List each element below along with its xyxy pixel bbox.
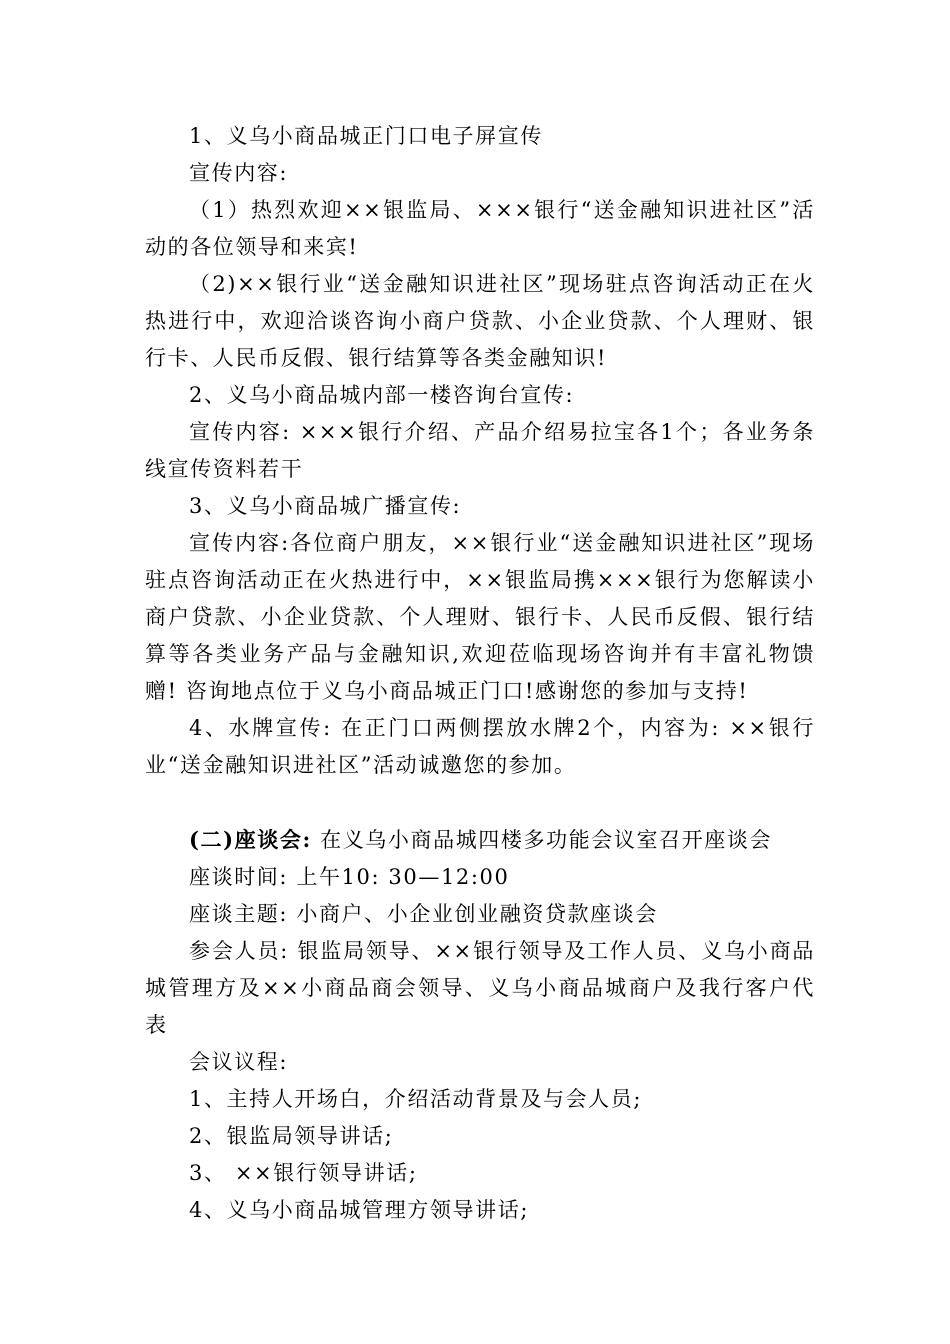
section-spacer — [145, 784, 815, 821]
document-page — [145, 118, 815, 1229]
item1-point1: （1）热烈欢迎××银监局、×××银行“送金融知识进社区”活动的各位领导和来宾! — [145, 198, 815, 259]
agenda-item: 3、 ××银行领导讲话; — [189, 1161, 418, 1185]
item3-title: 3、义乌小商品城广播宣传: — [189, 494, 462, 518]
section2-heading — [145, 821, 815, 859]
item2-title: 2、义乌小商品城内部一楼咨询台宣传: — [189, 383, 575, 407]
item2-content: 宣传内容: ×××银行介绍、产品介绍易拉宝各1个；各业务条线宣传资料若干 — [145, 420, 815, 481]
agenda-item: 1、主持人开场白，介绍活动背景及与会人员; — [189, 1087, 643, 1111]
agenda-label: 会议议程: — [189, 1050, 289, 1074]
agenda-item: 4、义乌小商品城管理方领导讲话; — [189, 1198, 530, 1222]
item4-text: 4、水牌宣传: 在正门口两侧摆放水牌2个，内容为: ××银行业“送金融知识进社区”活动诚邀您的参加。 — [145, 716, 815, 777]
meeting-time: 座谈时间: 上午10: 30—12:00 — [189, 865, 510, 889]
item1-point2: （2)××银行业“送金融知识进社区”现场驻点咨询活动正在火热进行中，欢迎洽谈咨询小商户贷款、小企业贷款、个人理财、银行卡、人民币反假、银行结算等各类金融知识! — [145, 272, 815, 370]
item1-title: 1、义乌小商品城正门口电子屏宣传 — [189, 124, 543, 148]
agenda-item: 2、银监局领导讲话; — [189, 1124, 394, 1148]
meeting-participants: 参会人员: 银监局领导、××银行领导及工作人员、义乌小商品城管理方及××小商品商会领导、义乌小商品城商户及我行客户代表 — [145, 939, 815, 1037]
meeting-theme: 座谈主题: 小商户、小企业创业融资贷款座谈会 — [189, 902, 658, 926]
section2-heading-bold: (二)座谈会: — [189, 827, 312, 852]
item1-content-label: 宣传内容: — [189, 161, 289, 185]
section2-heading-rest: 在义乌小商品城四楼多功能会议室召开座谈会 — [311, 828, 773, 852]
item3-content: 宣传内容:各位商户朋友，××银行业“送金融知识进社区”现场驻点咨询活动正在火热进行中，××银监局携×××银行为您解读小商户贷款、小企业贷款、个人理财、银行卡、人民币反假、银行结算等各类业务产品与金融知识,欢迎莅临现场咨询并有丰富礼物馈赠! 咨询地点位于义乌小商品城正门口!感谢您的参加与支持! — [145, 531, 815, 703]
